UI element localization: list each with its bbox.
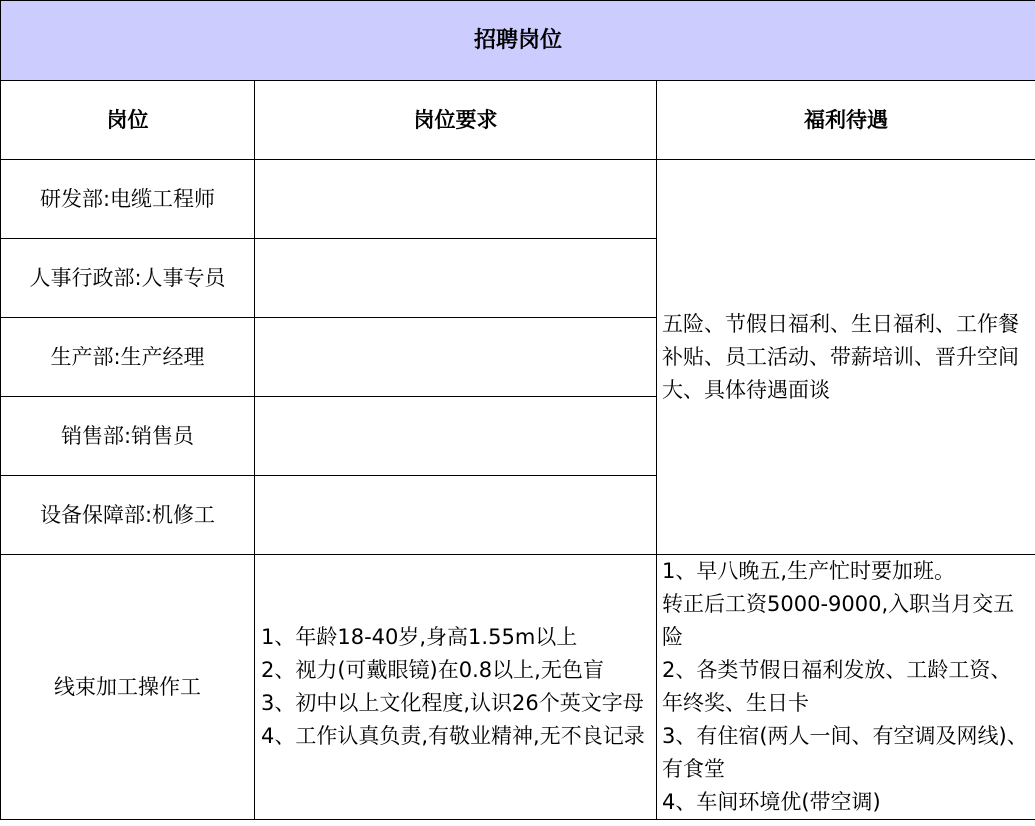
position-cell: 研发部:电缆工程师 — [1, 160, 255, 239]
requirement-line: 3、初中以上文化程度,认识26个英文字母 — [261, 691, 644, 715]
header-benefits: 福利待遇 — [657, 81, 1035, 160]
requirements-cell — [255, 318, 657, 397]
header-row — [1, 81, 1035, 160]
table-title: 招聘岗位 — [1, 1, 1035, 81]
requirement-line: 2、视力(可戴眼镜)在0.8以上,无色盲 — [261, 658, 604, 682]
title-row — [1, 1, 1035, 81]
benefit-line: 4、车间环境优(带空调) — [662, 790, 881, 814]
position-cell: 设备保障部:机修工 — [1, 476, 255, 555]
position-cell: 销售部:销售员 — [1, 397, 255, 476]
requirement-line: 4、工作认真负责,有敬业精神,无不良记录 — [261, 724, 645, 748]
requirement-line: 1、年龄18-40岁,身高1.55m以上 — [261, 625, 578, 649]
requirements-cell — [255, 239, 657, 318]
position-cell: 线束加工操作工 — [1, 555, 255, 820]
requirements-cell — [255, 397, 657, 476]
table-row — [1, 555, 1035, 820]
header-requirements: 岗位要求 — [255, 81, 657, 160]
shared-benefits-cell: 五险、节假日福利、生日福利、工作餐补贴、员工活动、带薪培训、晋升空间大、具体待遇面谈 — [657, 160, 1035, 555]
header-position: 岗位 — [1, 81, 255, 160]
position-cell: 人事行政部:人事专员 — [1, 239, 255, 318]
benefit-line: 1、早八晚五,生产忙时要加班。 — [662, 559, 956, 583]
benefits-cell — [657, 555, 1035, 820]
requirements-cell — [255, 160, 657, 239]
benefit-line: 2、各类节假日福利发放、工龄工资、年终奖、生日卡 — [662, 658, 1012, 715]
benefit-line: 3、有住宿(两人一间、有空调及网线)、有食堂 — [662, 724, 1028, 781]
position-cell: 生产部:生产经理 — [1, 318, 255, 397]
table-row — [1, 160, 1035, 239]
benefit-line: 转正后工资5000-9000,入职当月交五险 — [662, 592, 1015, 649]
requirements-cell — [255, 555, 657, 820]
requirements-cell — [255, 476, 657, 555]
